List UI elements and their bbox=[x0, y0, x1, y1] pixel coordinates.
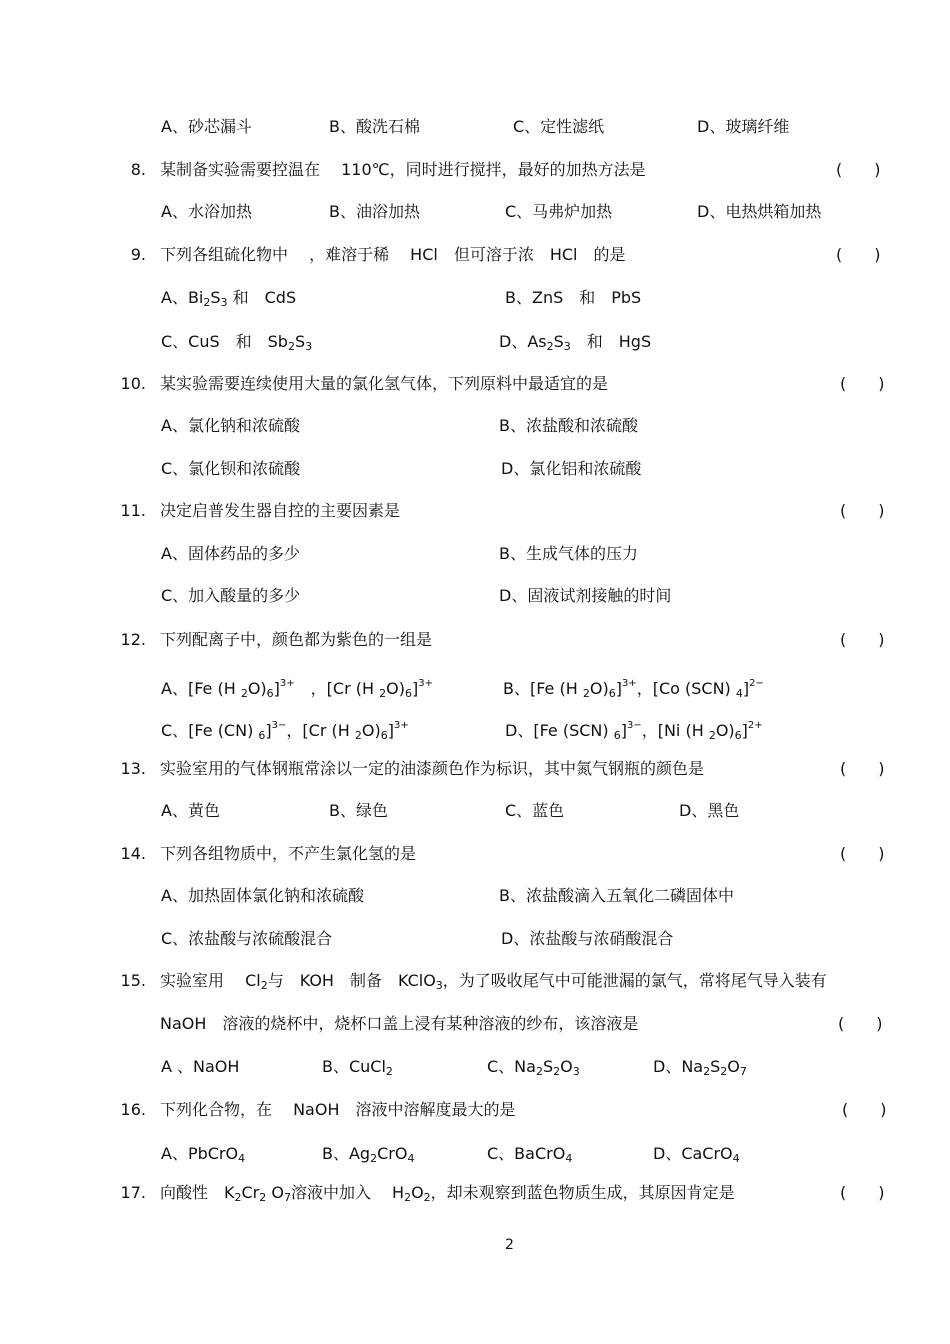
q9-option-c: C、CuS 和 $Sb_2S_3$ bbox=[161, 332, 313, 353]
q16-option-a: A、PbCrO$_4$ bbox=[161, 1144, 246, 1165]
q14-option-d: D、浓盐酸与浓硝酸混合 bbox=[501, 929, 674, 948]
q17-stem: 向酸性 $K_2Cr_2$ $O_7$溶液中加入 $H_2O_2$，却未观察到蓝色物质生成，其原因肯定是 bbox=[160, 1183, 735, 1204]
q7-option-d: D、玻璃纤维 bbox=[697, 117, 790, 136]
q8-number: 8. bbox=[130, 160, 146, 179]
q9-stem: 下列各组硫化物中 ，难溶于稀 HCl 但可溶于浓 HCl 的是 bbox=[160, 245, 626, 264]
q15-stem-line1: 实验室用 $Cl_2$与 KOH 制备 KClO$_3$，为了吸收尾气中可能泄漏的氯气，常将尾气导入装有 bbox=[160, 971, 827, 992]
q9-option-a: A、$Bi_2S_3$ 和 CdS bbox=[161, 288, 297, 309]
q7-option-a: A、砂芯漏斗 bbox=[161, 117, 252, 136]
q12-stem: 下列配离子中，颜色都为紫色的一组是 bbox=[160, 630, 433, 649]
q14-option-a: A、加热固体氯化钠和浓硫酸 bbox=[161, 886, 364, 905]
page-number: 2 bbox=[505, 1237, 514, 1253]
q15-option-c: C、$Na_2S_2O_3$ bbox=[487, 1057, 580, 1078]
q12-option-b: B、[Fe (H $_2O)_6]^{3+}$，[Co (SCN) $_4$]$^{2-}$ bbox=[503, 678, 764, 700]
q8-option-a: A、水浴加热 bbox=[161, 202, 252, 221]
q9-option-b: B、ZnS 和 PbS bbox=[505, 288, 642, 307]
q7-option-b: B、酸洗石棉 bbox=[329, 117, 420, 136]
q11-stem: 决定启普发生器自控的主要因素是 bbox=[160, 501, 401, 520]
q13-option-b: B、绿色 bbox=[329, 801, 388, 820]
q15-option-d: D、$Na_2S_2O_7$ bbox=[653, 1057, 747, 1078]
q8-stem: 某制备实验需要控温在 110℃，同时进行搅拌，最好的加热方法是 bbox=[160, 160, 646, 179]
q15-option-b: B、CuCl$_2$ bbox=[322, 1057, 393, 1078]
q10-stem: 某实验需要连续使用大量的氯化氢气体，下列原料中最适宜的是 bbox=[160, 374, 609, 393]
q10-option-b: B、浓盐酸和浓硫酸 bbox=[499, 416, 638, 435]
q8-option-c: C、马弗炉加热 bbox=[505, 202, 613, 221]
q10-option-d: D、氯化铝和浓硫酸 bbox=[501, 459, 642, 478]
q13-option-d: D、黑色 bbox=[679, 801, 740, 820]
q8-answer-blank: ( ) bbox=[836, 160, 881, 179]
q8-option-d: D、电热烘箱加热 bbox=[697, 202, 822, 221]
q8-option-b: B、油浴加热 bbox=[329, 202, 420, 221]
q12-answer-blank: ( ) bbox=[840, 630, 885, 649]
q11-option-a: A、固体药品的多少 bbox=[161, 544, 300, 563]
q12-option-c: C、[Fe (CN) $_6$]$^{3-}$，[Cr (H $_2O)_6]^{3+}$ bbox=[161, 720, 409, 742]
q11-answer-blank: ( ) bbox=[840, 501, 885, 520]
q10-option-a: A、氯化钠和浓硫酸 bbox=[161, 416, 300, 435]
q10-option-c: C、氯化钡和浓硫酸 bbox=[161, 459, 301, 478]
q14-stem: 下列各组物质中，不产生氯化氢的是 bbox=[160, 844, 417, 863]
q12-number: 12. bbox=[120, 630, 146, 649]
q11-option-d: D、固液试剂接触的时间 bbox=[499, 586, 672, 605]
q10-answer-blank: ( ) bbox=[840, 374, 885, 393]
q9-option-d: D、$As_2S_3$ 和 HgS bbox=[499, 332, 652, 353]
q13-option-a: A、黄色 bbox=[161, 801, 220, 820]
q10-number: 10. bbox=[120, 374, 146, 393]
q7-option-c: C、定性滤纸 bbox=[513, 117, 605, 136]
q11-option-b: B、生成气体的压力 bbox=[499, 544, 638, 563]
q15-number: 15. bbox=[120, 971, 146, 990]
q15-stem-line2: NaOH 溶液的烧杯中，烧杯口盖上浸有某种溶液的纱布，该溶液是 bbox=[160, 1014, 639, 1033]
q17-answer-blank: ( ) bbox=[840, 1183, 885, 1202]
q13-number: 13. bbox=[120, 759, 146, 778]
q16-option-c: C、BaCrO$_4$ bbox=[487, 1144, 573, 1165]
q14-option-c: C、浓盐酸与浓硫酸混合 bbox=[161, 929, 333, 948]
q11-number: 11. bbox=[120, 501, 146, 520]
q17-number: 17. bbox=[120, 1183, 146, 1202]
q16-stem: 下列化合物，在 NaOH 溶液中溶解度最大的是 bbox=[160, 1100, 516, 1119]
q12-option-a: A、[Fe (H $_2O)_6]^{3+}$ ，[Cr (H $_2O)_6]^{3+}$ bbox=[161, 678, 433, 700]
q9-number: 9. bbox=[130, 245, 146, 264]
q16-option-d: D、CaCrO$_4$ bbox=[653, 1144, 740, 1165]
q12-option-d: D、[Fe (SCN) $_6$]$^{3-}$，[Ni (H $_2O)_6]^{2+}$ bbox=[505, 720, 763, 742]
q9-answer-blank: ( ) bbox=[836, 245, 881, 264]
q16-answer-blank: ( ) bbox=[842, 1100, 887, 1119]
q15-answer-blank: ( ) bbox=[838, 1014, 883, 1033]
q14-answer-blank: ( ) bbox=[840, 844, 885, 863]
q14-number: 14. bbox=[120, 844, 146, 863]
q13-option-c: C、蓝色 bbox=[505, 801, 565, 820]
q11-option-c: C、加入酸量的多少 bbox=[161, 586, 301, 605]
q14-option-b: B、浓盐酸滴入五氧化二磷固体中 bbox=[499, 886, 734, 905]
q15-option-a: A 、NaOH bbox=[161, 1057, 240, 1076]
q16-number: 16. bbox=[120, 1100, 146, 1119]
q13-stem: 实验室用的气体钢瓶常涂以一定的油漆颜色作为标识，其中氮气钢瓶的颜色是 bbox=[160, 759, 705, 778]
q16-option-b: B、$Ag_2CrO_4$ bbox=[322, 1144, 415, 1165]
q13-answer-blank: ( ) bbox=[840, 759, 885, 778]
